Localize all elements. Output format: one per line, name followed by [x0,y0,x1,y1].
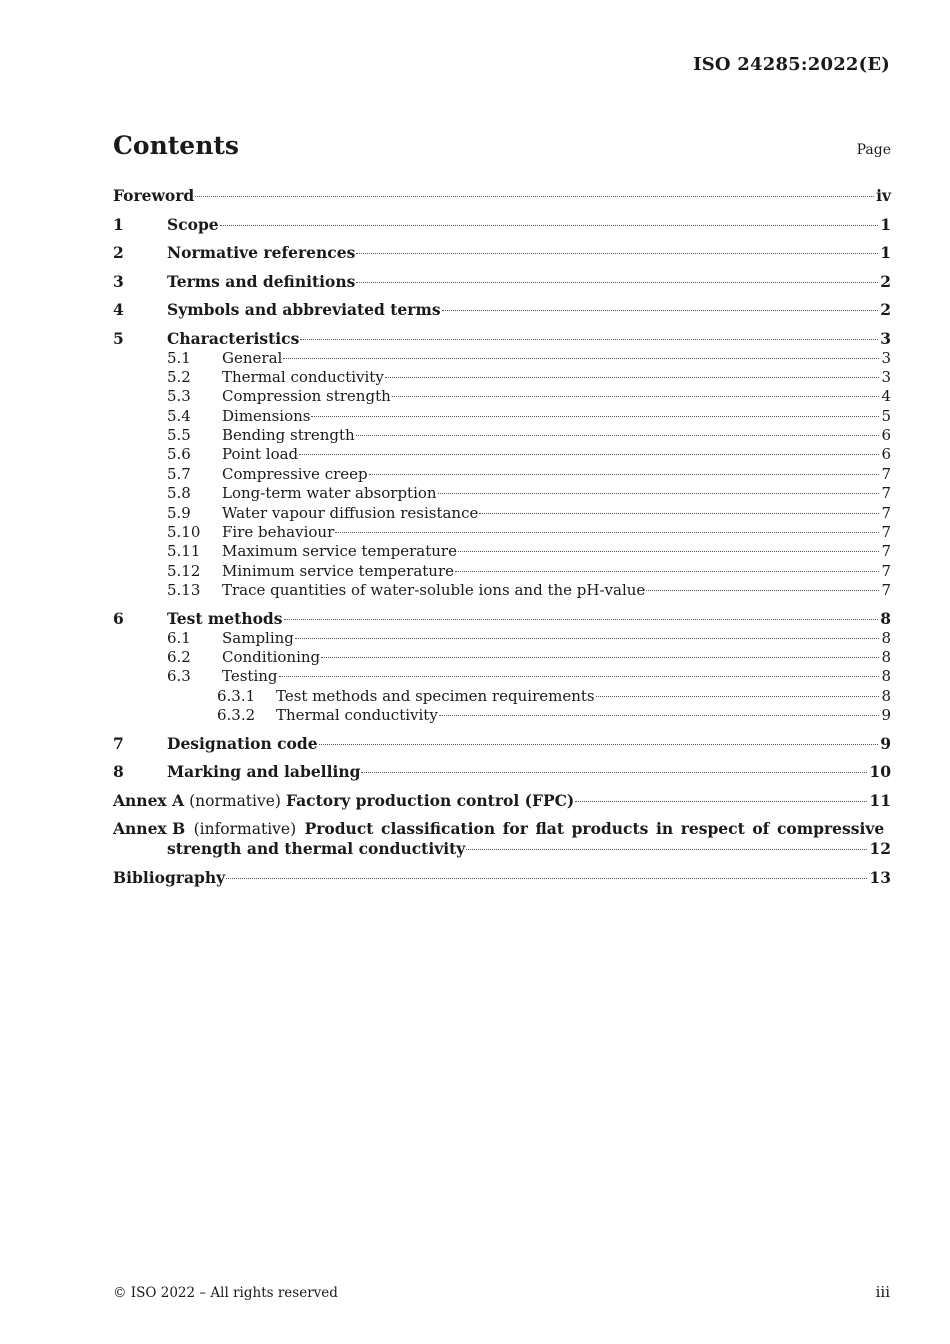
annex-label: Annex A [113,790,185,810]
toc-entry-page: 7 [881,581,891,600]
dot-leader [392,396,880,397]
toc-entry-title: Characteristics [167,328,300,348]
toc-entry-title: Trace quantities of water-soluble ions and the pH-value [222,581,646,600]
toc-entry-page: 9 [880,733,891,753]
dot-leader [385,377,880,378]
annex-type: (informative) [193,820,297,839]
dot-leader [479,513,879,514]
toc-entry-title: Thermal conductivity [276,706,438,725]
toc-entry-title: Foreword [113,186,195,205]
toc-entry-number: 6.1 [167,628,191,647]
toc-entry-title: Long-term water absorption [222,484,437,503]
toc-entry-page: 1 [880,214,891,234]
toc-entry-title: Conditioning [222,647,321,666]
toc-entry-bibliography[interactable] [113,868,891,888]
toc-entry-title: Normative references [167,243,356,262]
toc-entry-section-8[interactable] [113,762,891,782]
toc-entry-page: 5 [881,406,891,425]
toc-entry-number: 1 [113,214,124,234]
toc-entry-number: 6.3.1 [217,686,256,705]
dot-leader [295,638,880,639]
toc-entry-section-6-3[interactable] [113,667,891,686]
toc-entry-page: 3 [881,348,891,367]
toc-entry-number: 6 [113,608,124,628]
toc-entry-number: 5.6 [167,445,191,464]
toc-entry-page: 8 [881,667,891,686]
dot-leader [356,435,880,436]
toc-entry-number: 5.12 [167,561,201,580]
toc-entry-page: 6 [881,426,891,445]
page-number: iii [875,1283,890,1301]
toc-entry-section-5-9[interactable] [113,504,891,523]
toc-entry-number: 5.11 [167,542,201,561]
annex-type: (normative) [189,791,281,810]
toc-entry-section-5-8[interactable] [113,484,891,503]
toc-entry-section-4[interactable] [113,300,891,320]
toc-entry-number: 5.10 [167,523,201,542]
toc-entry-title: Marking and labelling [167,762,361,782]
dot-leader [356,253,878,254]
dot-leader [300,339,878,340]
toc-entry-section-6-2[interactable] [113,648,891,667]
toc-entry-title: Testing [222,667,278,686]
toc-entry-section-5[interactable] [113,329,891,349]
toc-entry-number: 5.7 [167,464,191,483]
toc-entry-section-5-3[interactable] [113,387,891,406]
toc-entry-section-2[interactable] [113,243,891,263]
toc-entry-annex-a[interactable] [113,791,891,811]
toc-entry-number: 5.13 [167,581,201,600]
copyright-notice: © ISO 2022 – All rights reserved [113,1285,338,1301]
dot-leader [311,416,879,417]
dot-leader [455,571,879,572]
toc-entry-number: 5 [113,328,124,348]
dot-leader [279,676,880,677]
toc-entry-number: 6.3 [167,667,191,686]
toc-entry-number: 5.3 [167,387,191,406]
toc-entry-number: 5.1 [167,348,191,367]
toc-entry-section-5-7[interactable] [113,465,891,484]
dot-leader [466,849,867,850]
toc-entry-number: 6.2 [167,647,191,666]
toc-entry-page: 10 [869,762,891,782]
dot-leader [575,801,867,802]
toc-entry-page: 9 [881,706,891,725]
toc-entry-number: 5.4 [167,406,191,425]
toc-entry-page: 13 [869,867,891,887]
toc-entry-page: 4 [881,387,891,406]
toc-entry-section-1[interactable] [113,215,891,235]
toc-entry-title: Thermal conductivity [222,367,384,386]
toc-entry-section-3[interactable] [113,272,891,292]
toc-entry-title-continuation: strength and thermal conductivity [167,839,466,859]
toc-entry-title: Fire behaviour [222,523,335,542]
toc-entry-section-5-1[interactable] [113,349,891,368]
toc-entry-title: Bibliography [113,867,226,887]
toc-entry-title: Dimensions [222,406,311,425]
toc-entry-page: iv [876,186,891,205]
page-column-label: Page [856,142,891,158]
dot-leader [439,715,880,716]
toc-entry-title: Scope [167,214,219,234]
toc-entry-annex-b[interactable] [113,819,891,859]
dot-leader [356,282,878,283]
toc-entry-title: Symbols and abbreviated terms [167,300,441,319]
toc-entry-number: 7 [113,733,124,753]
toc-entry-section-6-1[interactable] [113,629,891,648]
toc-entry-section-6[interactable] [113,609,891,629]
toc-entry-section-5-6[interactable] [113,445,891,464]
dot-leader [442,310,879,311]
toc-entry-section-5-12[interactable] [113,562,891,581]
toc-entry-number: 8 [113,762,124,782]
toc-entry-section-5-11[interactable] [113,542,891,561]
dot-leader [438,493,880,494]
toc-entry-page: 11 [869,790,891,810]
toc-entry-title: Point load [222,445,299,464]
toc-entry-number: 5.5 [167,426,191,445]
toc-entry-number: 3 [113,271,124,291]
toc-entry-title: Test methods [167,608,283,628]
toc-entry-title: Water vapour diffusion resistance [222,503,479,522]
toc-entry-number: 5.9 [167,503,191,522]
toc-entry-section-5-2[interactable] [113,368,891,387]
toc-entry-page: 3 [880,328,891,348]
toc-entry-number: 5.2 [167,367,191,386]
toc-entry-section-5-5[interactable] [113,426,891,445]
toc-entry-page: 2 [880,271,891,291]
toc-entry-section-5-4[interactable] [113,407,891,426]
toc-entry-page: 8 [881,686,891,705]
toc-entry-title: Compressive creep [222,464,368,483]
toc-entry-page: 7 [881,542,891,561]
annex-label: Annex B [113,819,186,839]
dot-leader [321,657,879,658]
toc-entry-title: Test methods and specimen requirements [276,686,595,705]
toc-entry-section-6-3-2[interactable] [113,706,891,725]
toc-entry-title: Minimum service temperature [222,561,455,580]
toc-entry-page: 7 [881,561,891,580]
dot-leader [284,619,879,620]
toc-entry-page: 8 [881,647,891,666]
dot-leader [319,744,879,745]
toc-entry-section-5-13[interactable] [113,581,891,600]
dot-leader [361,772,867,773]
toc-entry-title: Terms and definitions [167,271,356,291]
contents-heading: Contents [113,131,240,160]
toc-entry-title: Product classification for flat products in respect of compressive [304,819,885,839]
standard-identifier: ISO 24285:2022(E) [693,54,890,75]
toc-entry-number: 5.8 [167,484,191,503]
toc-entry-number: 4 [113,300,124,319]
toc-entry-title: Maximum service temperature [222,542,457,561]
toc-entry-page: 6 [881,445,891,464]
toc-entry-title: General [222,348,283,367]
toc-entry-foreword[interactable] [113,186,891,206]
toc-entry-section-5-10[interactable] [113,523,891,542]
toc-entry-page: 7 [881,523,891,542]
dot-leader [226,878,867,879]
toc-entry-title: Compression strength [222,387,391,406]
dot-leader [335,532,879,533]
dot-leader [369,474,880,475]
toc-entry-title: Bending strength [222,426,355,445]
toc-entry-page: 8 [880,608,891,628]
dot-leader [596,696,880,697]
toc-entry-title: Factory production control (FPC) [285,790,575,810]
toc-entry-page: 8 [881,628,891,647]
toc-entry-section-6-3-1[interactable] [113,687,891,706]
dot-leader [458,551,879,552]
dot-leader [220,225,879,226]
toc-entry-page: 7 [881,464,891,483]
toc-entry-title: Sampling [222,628,294,647]
toc-entry-page: 1 [880,243,891,262]
toc-entry-page: 7 [881,484,891,503]
toc-entry-page: 7 [881,503,891,522]
toc-entry-title: Designation code [167,733,318,753]
toc-entry-number: 6.3.2 [217,706,256,725]
table-of-contents [113,185,891,888]
dot-leader [195,196,874,197]
toc-entry-page: 2 [880,300,891,319]
dot-leader [283,358,879,359]
toc-entry-page: 3 [881,367,891,386]
toc-entry-section-7[interactable] [113,734,891,754]
dot-leader [646,590,879,591]
toc-entry-page: 12 [869,839,891,859]
dot-leader [299,454,879,455]
toc-entry-number: 2 [113,243,124,262]
